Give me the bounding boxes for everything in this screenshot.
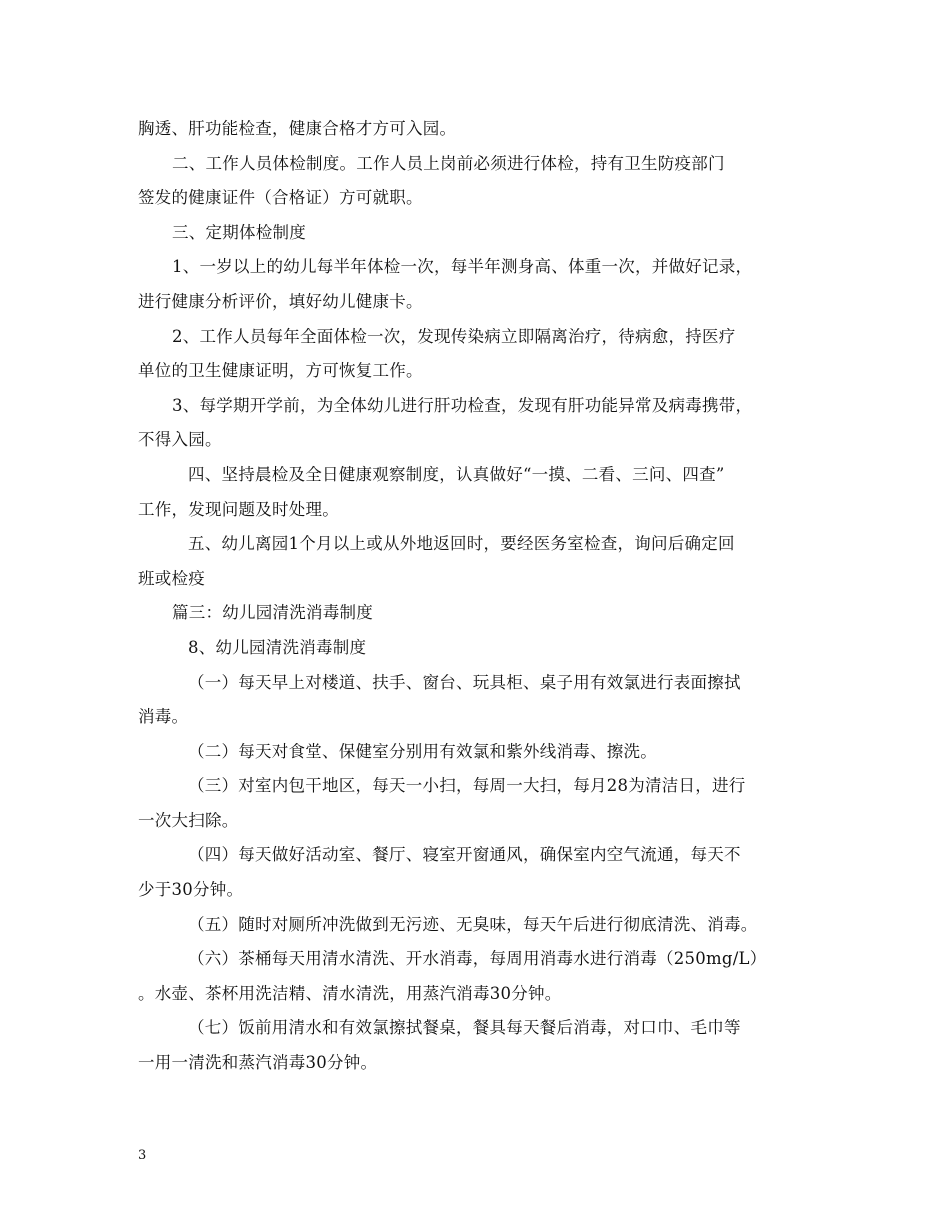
text-line: 一用一清洗和蒸汽消毒30分钟。 [138, 1053, 378, 1073]
text-line: 不得入园。 [138, 430, 222, 450]
text-line: 1、一岁以上的幼儿每半年体检一次，每半年测身高、体重一次，并做好记录， [172, 257, 753, 277]
text-line: 四、坚持晨检及全日健康观察制度，认真做好“一摸、二看、三问、四查” [188, 464, 725, 484]
text-line: （五）随时对厕所冲洗做到无污迹、无臭味，每天午后进行彻底清洗、消毒。 [188, 914, 758, 934]
text-line: 。水壶、茶杯用洗洁精、清水清洗，用蒸汽消毒30分钟。 [138, 983, 562, 1003]
text-line: （七）饭前用清水和有效氯擦拭餐桌，餐具每天餐后消毒，对口巾、毛巾等 [188, 1018, 741, 1038]
text-line: （六）茶桶每天用清水清洗、开水消毒，每周用消毒水进行消毒（250mg/L） [188, 949, 767, 969]
text-line: （三）对室内包干地区，每天一小扫，每周一大扫，每月28为清洁日，进行 [188, 776, 746, 796]
text-line: 工作，发现问题及时处理。 [138, 499, 339, 519]
page-number: 3 [138, 1148, 147, 1163]
text-line: 3、每学期开学前，为全体幼儿进行肝功检查，发现有肝功能异常及病毒携带， [172, 395, 753, 415]
text-line: 2、工作人员每年全面体检一次，发现传染病立即隔离治疗，待病愈，持医疗 [172, 326, 736, 346]
text-line: 签发的健康证件（合格证）方可就职。 [138, 188, 423, 208]
text-line: 胸透、肝功能检查，健康合格才方可入园。 [138, 119, 457, 138]
text-line: 一次大扫除。 [138, 810, 239, 830]
text-line: （二）每天对食堂、保健室分别用有效氯和紫外线消毒、擦洗。 [188, 741, 657, 761]
text-line: 单位的卫生健康证明，方可恢复工作。 [138, 361, 423, 381]
text-line: （四）每天做好活动室、餐厅、寝室开窗通风，确保室内空气流通，每天不 [188, 845, 741, 865]
text-line: 五、幼儿离园1个月以上或从外地返回时，要经医务室检查，询问后确定回 [188, 534, 735, 554]
text-line: 二、工作人员体检制度。工作人员上岗前必须进行体检，持有卫生防疫部门 [172, 153, 725, 173]
text-line: 进行健康分析评价，填好幼儿健康卡。 [138, 291, 423, 311]
text-line: 8、幼儿园清洗消毒制度 [188, 637, 367, 657]
text-line: （一）每天早上对楼道、扶手、窗台、玩具柜、桌子用有效氯进行表面擦拭 [188, 672, 741, 692]
text-line: 三、定期体检制度 [172, 222, 306, 242]
text-line: 班或检疫 [138, 568, 205, 588]
document-body [138, 112, 814, 1081]
text-line: 消毒。 [138, 707, 189, 727]
text-line: 少于30分钟。 [138, 880, 244, 900]
text-line: 篇三：幼儿园清洗消毒制度 [172, 603, 373, 623]
